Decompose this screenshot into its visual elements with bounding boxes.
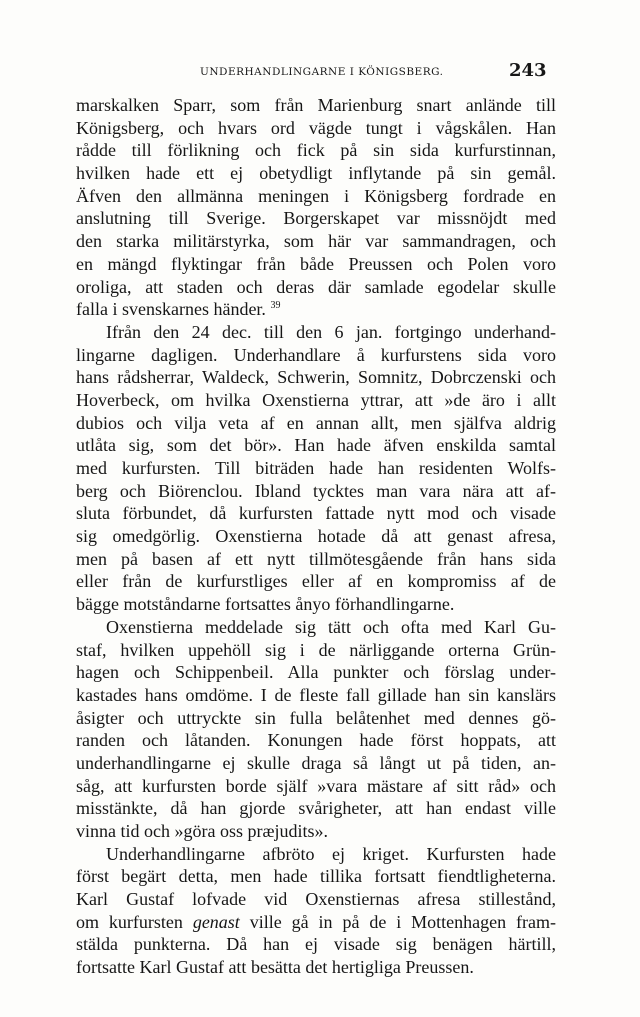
line-text: hvilken hade ett ej obetydligt inflytande på sin gemål. xyxy=(76,163,556,184)
line-text: rådde till förlikning och fick på sin sida kurfurstinnan, xyxy=(76,140,556,161)
text-line xyxy=(76,661,556,684)
line-text: misstänkte, då han gjorde svårigheter, att han endast ville xyxy=(76,798,556,819)
line-text: falla i svenskarnes händer. xyxy=(76,299,266,320)
line-text-continued: ville gå in på de i Mottenhagen fram- xyxy=(249,911,557,932)
line-text: Ifrån den 24 dec. till den 6 jan. fortgingo underhand- xyxy=(106,321,556,342)
text-line xyxy=(76,185,556,208)
line-text: först begärt detta, men hade tillika fortsatt fiendtligheterna. xyxy=(76,866,556,887)
text-line xyxy=(76,616,556,639)
text-line xyxy=(76,865,556,888)
text-line xyxy=(76,639,556,662)
line-text: marskalken Sparr, som från Marienburg snart anlände till xyxy=(76,95,556,115)
line-text: oroliga, att staden och deras där samlade egodelar skulle xyxy=(76,276,556,297)
line-text: hagen och Schippenbeil. Alla punkter och förslag under- xyxy=(76,662,556,683)
line-text: kastades hans omdöme. I de fleste fall gillade han sin kanslärs xyxy=(76,684,556,705)
text-line xyxy=(76,956,556,979)
line-text: om kurfursten xyxy=(76,911,183,932)
line-text: fortsatte Karl Gustaf att besätta det hertigliga Preussen. xyxy=(76,957,474,978)
line-text: staf, hvilken uppehöll sig i de närliggande orterna Grün- xyxy=(76,639,556,660)
line-text: Äfven den allmänna meningen i Königsberg fordrade en xyxy=(76,185,556,206)
text-line xyxy=(76,117,556,140)
text-line xyxy=(76,162,556,185)
line-text: Underhandlingarne afbröto ej kriget. Kurfursten hade xyxy=(106,843,556,864)
text-line xyxy=(76,593,556,616)
line-text: Karl Gustaf lofvade vid Oxenstiernas afresa stillestånd, xyxy=(76,889,556,910)
line-text: den starka militärstyrka, som här var sammandragen, och xyxy=(76,231,556,252)
text-line xyxy=(76,843,556,866)
text-line xyxy=(76,457,556,480)
line-text: eller från de kurfurstliges eller af en kompromiss af de xyxy=(76,571,556,592)
text-line xyxy=(76,276,556,299)
line-text: bägge motståndarne fortsattes ånyo förhandlingarne. xyxy=(76,594,455,615)
text-line xyxy=(76,412,556,435)
text-line xyxy=(76,321,556,344)
text-line xyxy=(76,298,556,321)
line-text: hans rådsherrar, Waldeck, Schwerin, Somnitz, Dobrczenski och xyxy=(76,367,556,388)
line-text: såg, att kurfursten borde själf »vara mästare af sitt råd» och xyxy=(76,775,556,796)
text-line xyxy=(76,366,556,389)
text-line xyxy=(76,434,556,457)
text-line xyxy=(76,820,556,843)
text-line xyxy=(76,933,556,956)
text-line xyxy=(76,139,556,162)
emphasis: genast xyxy=(192,911,240,932)
line-text: Oxenstierna meddelade sig tätt och ofta med Karl Gu- xyxy=(106,616,556,637)
text-line xyxy=(76,707,556,730)
line-text: vinna tid och »göra oss præjudits». xyxy=(76,821,328,841)
body-text xyxy=(76,94,556,979)
line-text: dubios och vilja veta af en annan allt, men själfva aldrig xyxy=(76,412,556,433)
line-text: åsigter och uttryckte sin fulla belåtenhet med dennes gö- xyxy=(76,707,556,728)
text-line xyxy=(76,684,556,707)
line-text: stälda punkterna. Då han ej visade sig benägen härtill, xyxy=(76,934,556,955)
text-line xyxy=(76,525,556,548)
running-head: UNDERHANDLINGARNE I KÖNIGSBERG. xyxy=(200,66,444,78)
line-text: Hoverbeck, om hvilka Oxenstierna yttrar, att »de äro i allt xyxy=(76,389,556,410)
line-text: Königsberg, och hvars ord vägde tungt i vågskålen. Han xyxy=(76,117,556,138)
text-line xyxy=(76,253,556,276)
line-text: underhandlingarne ej skulle draga så långt ut på tiden, an- xyxy=(76,752,556,773)
text-line xyxy=(76,502,556,525)
text-line xyxy=(76,797,556,820)
page-number: 243 xyxy=(509,60,547,81)
footnote-marker[interactable]: 39 xyxy=(270,300,281,312)
text-line xyxy=(76,752,556,775)
text-line xyxy=(76,548,556,571)
text-line xyxy=(76,775,556,798)
text-line xyxy=(76,207,556,230)
line-text: med kurfursten. Till biträden hade han residenten Wolfs- xyxy=(76,458,556,478)
text-line xyxy=(76,230,556,253)
line-text: sluta förbundet, då kurfursten fattade nytt mod och visade xyxy=(76,503,556,524)
text-line xyxy=(76,344,556,367)
text-line xyxy=(76,729,556,752)
text-line xyxy=(76,94,556,117)
line-text: anslutning till Sverige. Borgerskapet var missnöjdt med xyxy=(76,208,556,229)
text-line xyxy=(76,911,556,934)
text-line xyxy=(76,888,556,911)
line-text: utlåta sig, som det bör». Han hade äfven enskilda samtal xyxy=(76,435,556,456)
line-text: men på basen af ett nytt tillmötesgående från hans sida xyxy=(76,548,556,569)
line-text: sig omedgörlig. Oxenstierna hotade då att genast afresa, xyxy=(76,526,556,547)
text-line xyxy=(76,389,556,412)
line-text: lingarne dagligen. Underhandlare å kurfurstens sida voro xyxy=(76,344,556,365)
text-line xyxy=(76,480,556,503)
line-text: en mängd flyktingar från både Preussen och Polen voro xyxy=(76,253,556,274)
line-text: randen och låtanden. Konungen hade först hoppats, att xyxy=(76,730,556,751)
line-text: berg och Biörenclou. Ibland tycktes man vara nära att af- xyxy=(76,480,556,501)
text-line xyxy=(76,570,556,593)
